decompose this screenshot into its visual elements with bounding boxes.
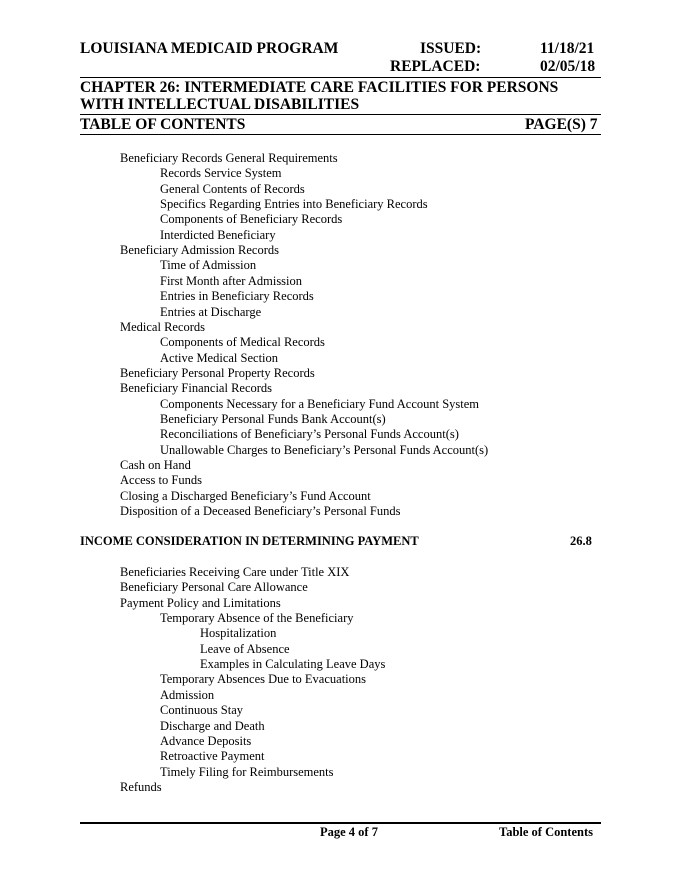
footer-label: Table of Contents (499, 825, 593, 839)
chapter-title-line1: CHAPTER 26: INTERMEDIATE CARE FACILITIES FOR PERSONS (80, 79, 559, 96)
toc-entry: Beneficiaries Receiving Care under Title XIX (120, 565, 350, 579)
toc-entry: Specifics Regarding Entries into Beneficiary Records (160, 197, 428, 212)
toc-entry: Admission (160, 687, 215, 702)
toc-entry: Cash on Hand (120, 458, 191, 472)
toc-entry: Temporary Absence of the Beneficiary (160, 611, 354, 626)
toc-entry: Entries at Discharge (160, 304, 262, 319)
toc-entry: Advance Deposits (160, 733, 252, 748)
toc-entry: Continuous Stay (160, 703, 243, 718)
toc-entry: Discharge and Death (160, 718, 265, 733)
replaced-date: 02/05/18 (540, 58, 596, 75)
toc-entry: Payment Policy and Limitations (120, 595, 281, 610)
footer-page-number: Page 4 of 7 (320, 825, 378, 839)
toc-entry: Temporary Absences Due to Evacuations (160, 672, 367, 687)
toc-entry: Reconciliations of Beneficiary’s Personal Funds Account(s) (160, 427, 459, 442)
toc-entry: Medical Records (120, 319, 206, 334)
toc-entry: Records Service System (160, 166, 282, 181)
toc-entry: Components of Beneficiary Records (160, 212, 343, 227)
toc-entry: First Month after Admission (160, 273, 303, 288)
toc-entry: Closing a Discharged Beneficiary’s Fund Account (120, 488, 371, 503)
header-rule-middle (80, 114, 601, 115)
header-rule-top (80, 77, 601, 78)
toc-entry: Examples in Calculating Leave Days (200, 657, 386, 672)
toc-entry: General Contents of Records (160, 181, 305, 196)
toc-entry: Beneficiary Personal Care Allowance (120, 580, 308, 595)
toc-entry: Beneficiary Admission Records (120, 243, 279, 258)
replaced-label: REPLACED: (390, 58, 481, 75)
toc-entry: Components Necessary for a Beneficiary Fund Account System (160, 396, 480, 411)
header-rule-bottom (80, 134, 601, 135)
toc-entry: Beneficiary Financial Records (120, 381, 273, 396)
section-title: INCOME CONSIDERATION IN DETERMINING PAYMENT (80, 534, 419, 548)
program-name: LOUISIANA MEDICAID PROGRAM (80, 40, 339, 57)
section-number: 26.8 (570, 534, 592, 548)
toc-entry: Components of Medical Records (160, 335, 325, 350)
toc-entry: Leave of Absence (200, 641, 290, 656)
footer-rule (80, 822, 601, 824)
toc-entry: Interdicted Beneficiary (160, 227, 276, 242)
toc-entry: Timely Filing for Reimbursements (160, 764, 334, 779)
toc-title: TABLE OF CONTENTS (80, 116, 246, 133)
toc-entry: Active Medical Section (160, 350, 279, 365)
toc-entry: Hospitalization (200, 626, 277, 641)
toc-entry: Time of Admission (160, 258, 257, 273)
toc-entry: Beneficiary Personal Property Records (120, 365, 315, 380)
toc-entry: Beneficiary Personal Funds Bank Account(s) (160, 411, 386, 426)
toc-entry: Refunds (120, 779, 162, 794)
toc-entry: Disposition of a Deceased Beneficiary’s Personal Funds (120, 504, 401, 519)
toc-entry: Retroactive Payment (160, 749, 265, 764)
toc-entry: Entries in Beneficiary Records (160, 289, 314, 304)
issued-label: ISSUED: (420, 40, 482, 57)
page-count: PAGE(S) 7 (525, 116, 598, 133)
toc-entry: Unallowable Charges to Beneficiary’s Personal Funds Account(s) (160, 442, 489, 457)
chapter-title-line2: WITH INTELLECTUAL DISABILITIES (80, 96, 360, 113)
toc-entry: Beneficiary Records General Requirements (120, 151, 338, 165)
toc-entry: Access to Funds (120, 473, 202, 488)
issued-date: 11/18/21 (540, 40, 595, 57)
